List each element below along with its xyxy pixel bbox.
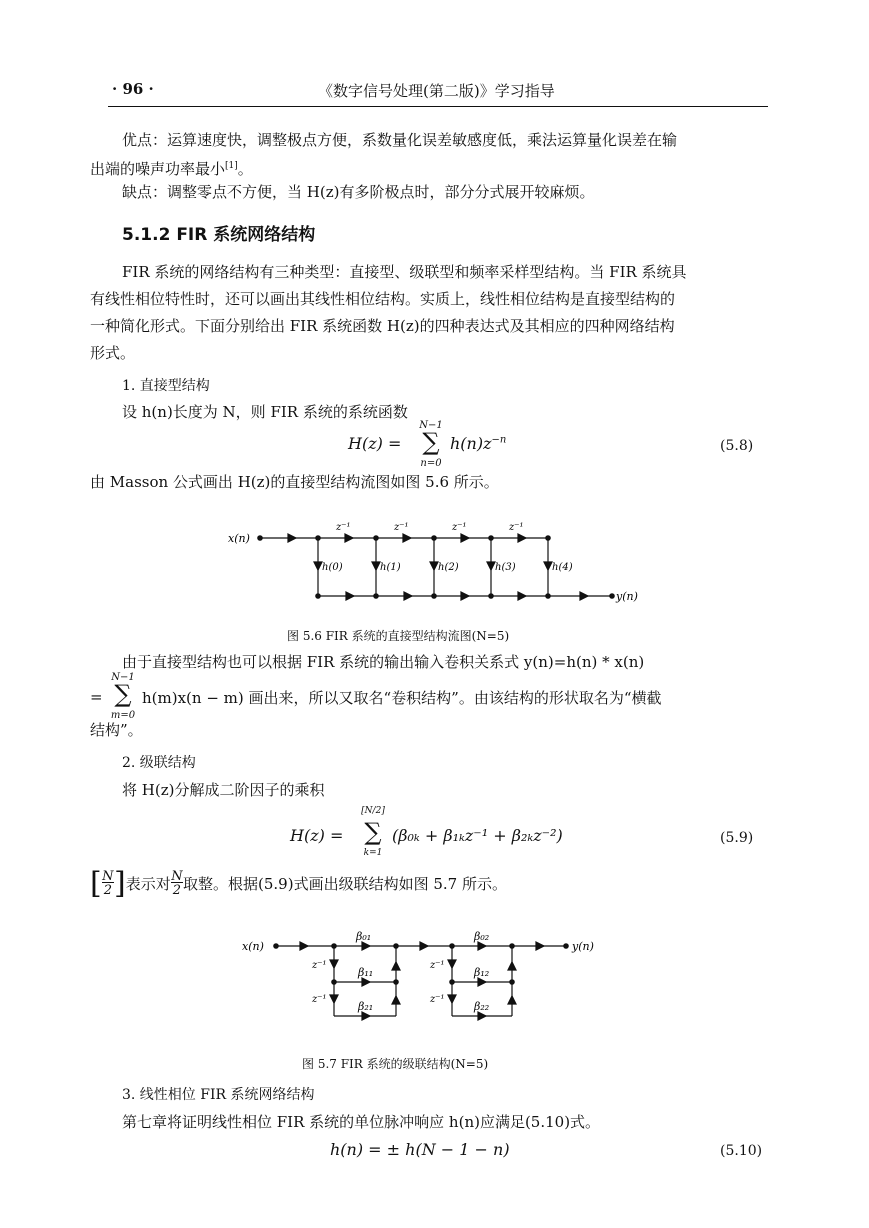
cascade-heading: 2. 级联结构 <box>122 755 196 771</box>
fig56-delay-1: z⁻¹ <box>336 522 351 533</box>
running-header-title: 《数字信号处理(第二版)》学习指导 <box>318 82 555 100</box>
section-title: 5.1.2 FIR 系统网络结构 <box>122 225 316 245</box>
sigma-symbol-2: ∑ <box>364 818 382 846</box>
direct-text: 设 h(n)长度为 N，则 FIR 系统的系统函数 <box>122 403 408 421</box>
section-para-line-2: 有线性相位特性时，还可以画出其线性相位结构。实质上，线性相位结构是直接型结构的 <box>90 290 676 308</box>
fig57-coef-b12: β₁₂ <box>474 966 490 979</box>
linear-phase-text: 第七章将证明线性相位 FIR 系统的单位脉冲响应 h(n)应满足(5.10)式。 <box>122 1113 601 1131</box>
eq-5-9-rhs: (β₀ₖ + β₁ₖz⁻¹ + β₂ₖz⁻²) <box>392 826 563 845</box>
direct-note-line-3: 结构”。 <box>90 721 143 739</box>
direct-after-text: 由 Masson 公式画出 H(z)的直接型结构流图如图 5.6 所示。 <box>90 473 499 491</box>
fig56-delay-3: z⁻¹ <box>452 522 467 533</box>
fig57-delay-4: z⁻¹ <box>430 994 445 1005</box>
section-para-line-3: 一种简化形式。下面分别给出 FIR 系统函数 H(z)的四种表达式及其相应的四种网络结构 <box>90 317 675 335</box>
eq-5-9-sum-bottom: k=1 <box>363 848 383 858</box>
advantage-line-cont: 出端的噪声功率最小[1]。 <box>90 160 253 178</box>
direct-note-line-2: h(m)x(n − m) 画出来，所以又取名“卷积结构”。由该结构的形状取名为“横截 <box>142 689 662 707</box>
fig56-coef-h0: h(0) <box>322 562 343 573</box>
fig57-output-label: y(n) <box>572 940 594 953</box>
eq-5-8-sum-bottom: n=0 <box>420 458 442 469</box>
eq-5-9-lhs: H(z) = <box>290 826 344 845</box>
fig-5-7-caption: 图 5.7 FIR 系统的级联结构(N=5) <box>302 1057 489 1071</box>
fig57-delay-3: z⁻¹ <box>430 960 445 971</box>
eq-5-10-number: (5.10) <box>720 1143 763 1159</box>
fig56-coef-h2: h(2) <box>438 562 459 573</box>
fig57-coef-b02: β₀₂ <box>474 930 490 943</box>
disadvantage-line: 缺点：调整零点不方便，当 H(z)有多阶极点时，部分分式展开较麻烦。 <box>122 183 595 201</box>
fig57-input-label: x(n) <box>242 940 264 953</box>
linear-phase-heading: 3. 线性相位 FIR 系统网络结构 <box>122 1087 315 1103</box>
direct-note-line-1: 由于直接型结构也可以根据 FIR 系统的输出输入卷积关系式 y(n)=h(n) * x(n) <box>122 653 645 671</box>
fig57-coef-b11: β₁₁ <box>358 966 374 979</box>
fig56-coef-h4: h(4) <box>552 562 573 573</box>
page-number: · 96 · <box>112 80 154 98</box>
eq-5-9-sum-top: [N/2] <box>361 806 385 816</box>
note-sum-top: N−1 <box>111 672 135 683</box>
note-sum-bottom: m=0 <box>110 710 136 721</box>
eq-5-8-sum-top: N−1 <box>419 420 443 431</box>
fig57-coef-b22: β₂₂ <box>474 1000 490 1013</box>
fig56-delay-4: z⁻¹ <box>509 522 524 533</box>
eq-sign: = <box>90 688 103 706</box>
eq-5-8-lhs: H(z) = <box>348 434 402 453</box>
section-para-line-1: FIR 系统的网络结构有三种类型：直接型、级联型和频率采样型结构。当 FIR 系统具 <box>122 263 687 281</box>
direct-heading: 1. 直接型结构 <box>122 378 210 394</box>
fig57-delay-2: z⁻¹ <box>312 994 327 1005</box>
advantage-line: 优点：运算速度快，调整极点方便，系数量化误差敏感度低，乘法运算量化误差在输 <box>122 131 678 149</box>
eq-5-9-number: (5.9) <box>720 830 754 846</box>
fig57-coef-b21: β₂₁ <box>358 1000 374 1013</box>
fig57-coef-b01: β₀₁ <box>356 930 372 943</box>
cascade-after-text: $[\frac{N}{2}]$表示对$\frac{N}{2}$取整。根据(5.9)式画出级联结构如图 5.7 所示。 <box>90 866 507 901</box>
eq-5-8-number: (5.8) <box>720 438 754 454</box>
cascade-text: 将 H(z)分解成二阶因子的乘积 <box>122 781 325 799</box>
fig57-delay-1: z⁻¹ <box>312 960 327 971</box>
eq-5-10: h(n) = ± h(N − 1 − n) <box>330 1140 510 1159</box>
fig56-coef-h3: h(3) <box>495 562 516 573</box>
section-para-line-4: 形式。 <box>90 344 136 362</box>
fig-5-6-caption: 图 5.6 FIR 系统的直接型结构流图(N=5) <box>287 629 510 643</box>
sigma-symbol: ∑ <box>422 428 440 456</box>
fig56-input-label: x(n) <box>228 532 250 545</box>
fig56-output-label: y(n) <box>616 590 638 603</box>
note-sigma: ∑ <box>114 680 132 708</box>
eq-5-8-rhs: $h(n)z^{-n}$ <box>450 434 507 453</box>
fig56-coef-h1: h(1) <box>380 562 401 573</box>
fig56-delay-2: z⁻¹ <box>394 522 409 533</box>
